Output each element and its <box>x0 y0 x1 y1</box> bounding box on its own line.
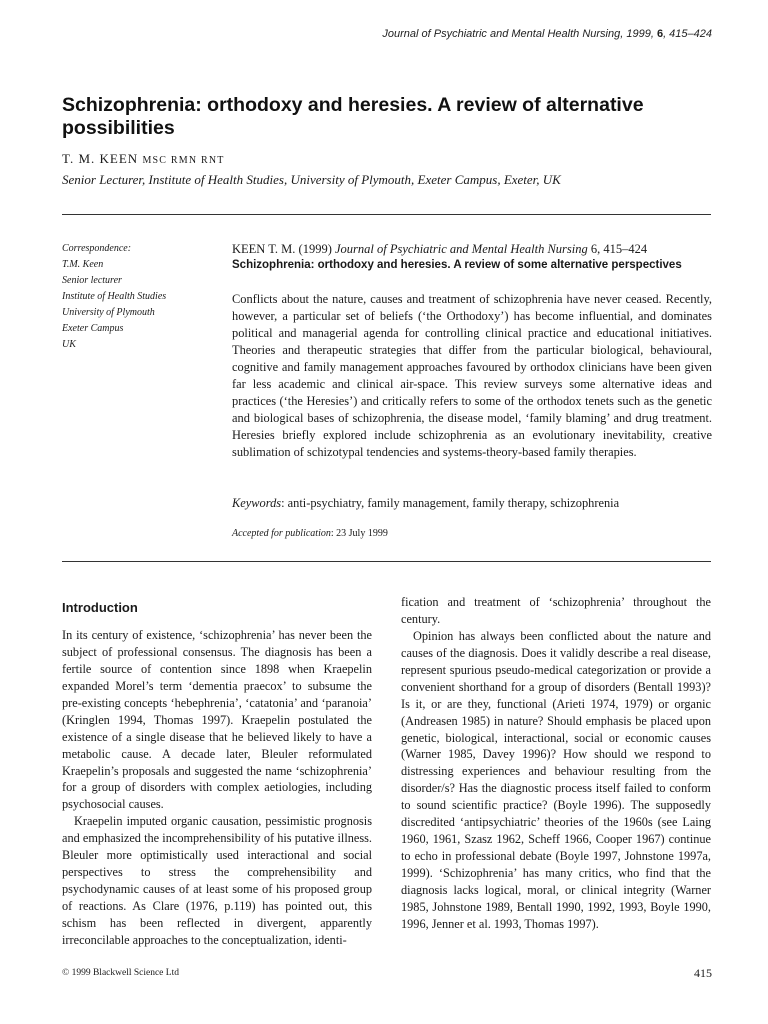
correspondence-line: UK <box>62 339 76 350</box>
abstract-text: Conflicts about the nature, causes and treatment of schizophrenia have never ceased. Recently, however, a particular set of beliefs (‘the Orthodoxy’) has become influential, and dominates political and managerial agenda for controlling clinical practice and educational initiatives. Theories and therapeutic strategies that differ from the particular biological, behavioural, cognitive and family management approaches favoured by orthodox clinicians have been given far less academic and clinical air-space. This review surveys some alternative ideas and practices (‘the Heresies’) and critically refers to some of the orthodox tenets such as the genetic and biological bases of schizophrenia, the disease model, ‘family blaming’ and drug treatment. Heresies briefly explored include schizophrenia as an evolutionary inevitability, creative sublimation of schizotypal tendencies and systems-theory-based family therapies. <box>232 292 712 459</box>
accepted-date: : 23 July 1999 <box>330 528 388 539</box>
accepted-label: Accepted for publication <box>232 528 331 539</box>
correspondence-block <box>62 241 212 353</box>
top-divider <box>62 214 711 215</box>
bottom-divider <box>62 561 711 562</box>
correspondence-line: T.M. Keen <box>62 259 104 270</box>
correspondence-line: Correspondence: <box>62 243 132 254</box>
keywords <box>232 495 712 512</box>
article-title: Schizophrenia: orthodoxy and heresies. A review of alternative possibilities <box>62 94 644 139</box>
copyright-notice: © 1999 Blackwell Science Ltd <box>62 968 179 978</box>
correspondence-line: Exeter Campus <box>62 323 124 334</box>
left-column <box>62 627 372 949</box>
author-affiliation: Senior Lecturer, Institute of Health Studies, University of Plymouth, Exeter Campus, Exeter, UK <box>62 172 561 187</box>
author-degrees: MSC RMN RNT <box>142 155 225 166</box>
body-paragraph: fication and treatment of ‘schizophrenia’ throughout the century. <box>401 595 711 626</box>
body-paragraph: Opinion has always been conflicted about the nature and causes of the diagnosis. Does it validly describe a real disease, represent spurious pseudo-medical categorization or provide a convenient shorthand for a group of disorders (Bentall 1993)? Is it, or are they, functional (Arieti 1974, 1979) or organic (Andreasen 1985) in nature? Should emphasis be placed upon genetic, biological, interactional, social or economic causes (Warner 1985, Davey 1996)? How should we respond to distressing experiences and behaviour resulting from the disorder/s? Has the diagnostic process itself failed to conform to sound scientific practice? (Boyle 1996). The supposedly discredited ‘antipsychiatric’ theories of the 1960s (see Laing 1960, 1961, Szasz 1962, Scheff 1966, Cooper 1967) continue to echo in professional debate (Boyle 1997, Johnstone 1997a, 1999). ‘Schizophrenia’ has many critics, who find that the diagnosis lacks logical, moral, or clinical integrity (Warner 1985, Johnstone 1989, Bentall 1990, 1992, 1993, Boyle 1990, 1996, Jenner et al. 1993, Thomas 1997). <box>401 628 711 931</box>
correspondence-line: Institute of Health Studies <box>62 291 167 302</box>
body-paragraph: Kraepelin imputed organic causation, pessimistic prognosis and emphasized the incomprehensibility of his putative illness. Bleuler more optimistically used interactional and social perspectives to stress the comprehensibility and psychodynamic causes of at least some of his proposed group of reactions. As Clare (1976, p.119) has pointed out, this schism has been reflected in divergent, apparently irreconcilable approaches to the conceptualization, identi- <box>62 814 372 947</box>
journal-header <box>382 28 712 40</box>
page-number: 415 <box>694 966 712 980</box>
citation-vol-pages: 6, 415–424 <box>587 242 648 256</box>
correspondence-line: University of Plymouth <box>62 307 155 318</box>
citation-subtitle: Schizophrenia: orthodoxy and heresies. A review of some alternative perspectives <box>232 259 682 271</box>
journal-volume: 6 <box>656 28 664 40</box>
right-column <box>401 594 711 933</box>
author-name: T. M. KEEN <box>62 151 139 166</box>
section-heading-introduction: Introduction <box>62 600 138 615</box>
accepted-line <box>232 528 388 539</box>
author-line <box>62 151 225 167</box>
body-paragraph: In its century of existence, ‘schizophrenia’ has never been the subject of professional consensus. The diagnosis has been a fertile source of contention since 1898 when Kraepelin expanded Morel’s term ‘dementia praecox’ to subsume the pre-existing concepts ‘hebephrenia’, ‘catatonia’ and ‘paranoia’ (Kringlen 1994, Thomas 1997). Kraepelin postulated the existence of a single disease that he believed likely to have a metabolic cause. A decade later, Bleuler reformulated Kraepelin’s proposals and suggested the name ‘schizophrenia’ for a group of disorders with complex aetiologies, including psychosocial causes. <box>62 628 372 812</box>
citation-author-year: KEEN T. M. (1999) <box>232 242 335 256</box>
citation-journal: Journal of Psychiatric and Mental Health Nursing <box>335 242 588 256</box>
journal-pages: , 415–424 <box>663 28 712 40</box>
journal-name: Journal of Psychiatric and Mental Health Nursing, <box>382 28 624 40</box>
keywords-text: : anti-psychiatry, family management, family therapy, schizophrenia <box>281 496 620 510</box>
correspondence-line: Senior lecturer <box>62 275 122 286</box>
keywords-label: Keywords <box>232 496 282 510</box>
citation-line <box>232 241 712 257</box>
journal-year: 1999, <box>623 28 657 40</box>
